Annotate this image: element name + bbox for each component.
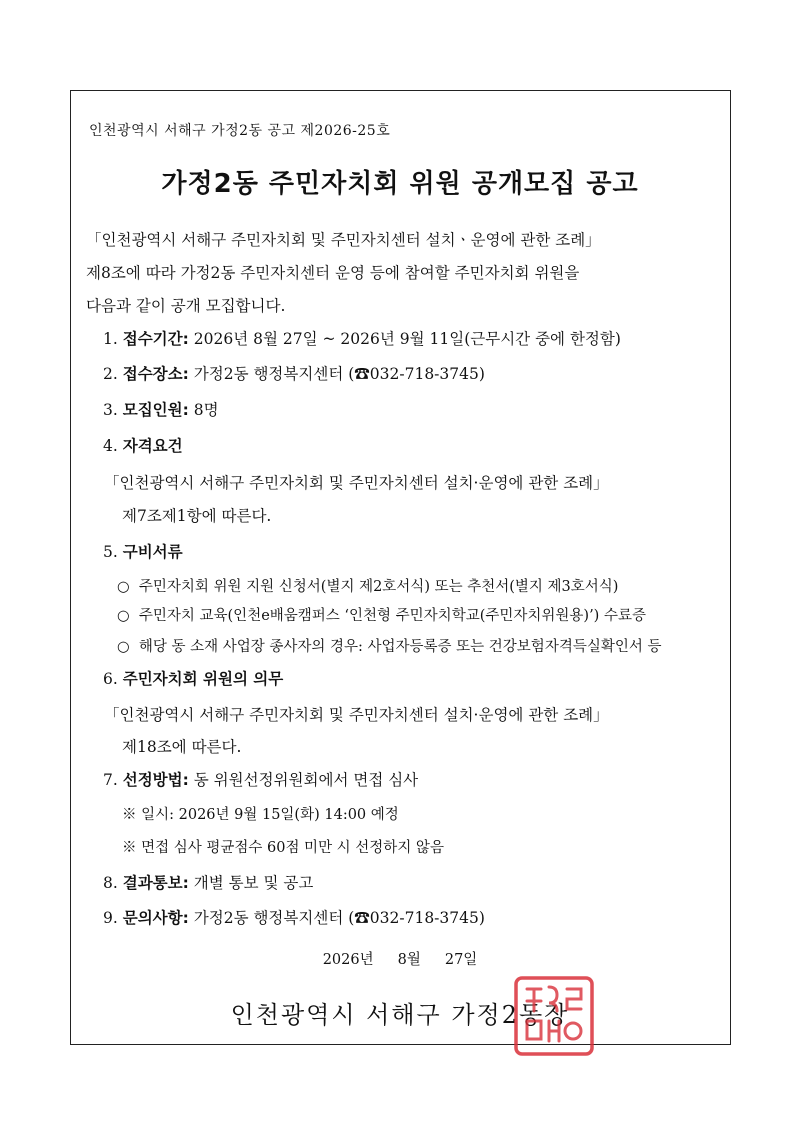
item-label: 주민자치회 위원의 의무 [122,670,284,688]
item-qualification [103,434,183,456]
bullet-text: 해당 동 소재 사업장 종사자의 경우: 사업자등록증 또는 건강보험자격득실확인서 등 [138,639,662,655]
notice-number: 인천광역시 서해구 가정2동 공고 제2026-25호 [89,123,391,139]
item-text: 가정2동 행정복지센터 (☎032-718-3745) [188,365,485,383]
qualification-line-2: 제7조제1항에 따른다. [122,507,272,525]
duties-line-1: 「인천광역시 서해구 주민자치회 및 주민자치센터 설치·운영에 관한 조례」 [104,706,609,724]
item-label: 문의사항: [122,909,189,927]
item-number: 6. [103,670,118,688]
item-label: 선정방법: [122,771,189,789]
circle-bullet-icon: ○ [117,608,130,624]
issue-date [0,948,800,969]
item-number: 7. [103,771,118,789]
item-label: 접수기간: [122,330,189,348]
bullet-text: 주민자치 교육(인천e배움캠퍼스 ‘인천형 주민자치학교(주민자치위원용)’) 수료증 [138,608,646,624]
item-selection [103,768,418,790]
item-text: 동 위원선정위원회에서 면접 심사 [188,771,419,789]
document-bullet-1 [117,575,618,596]
date-month: 8월 [397,952,421,968]
document-bullet-2 [117,604,646,625]
item-headcount [103,398,219,420]
item-result [103,871,313,893]
item-period [103,327,621,349]
item-number: 9. [103,909,118,927]
qualification-line-1: 「인천광역시 서해구 주민자치회 및 주민자치센터 설치·운영에 관한 조례」 [104,474,609,492]
intro-line-2: 제8조에 따라 가정2동 주민자치센터 운영 등에 참여할 주민자치회 위원을 [86,264,580,282]
item-text: 가정2동 행정복지센터 (☎032-718-3745) [188,909,485,927]
page-title: 가정2동 주민자치회 위원 공개모집 공고 [161,169,639,199]
selection-note-1: ※ 일시: 2026년 9월 15일(화) 14:00 예정 [122,807,399,823]
item-number: 5. [103,543,118,561]
circle-bullet-icon: ○ [117,639,130,655]
item-label: 결과통보: [122,874,189,892]
item-number: 1. [103,330,118,348]
item-place [103,362,485,384]
circle-bullet-icon: ○ [117,579,130,595]
bullet-text: 주민자치회 위원 지원 신청서(별지 제2호서식) 또는 추천서(별지 제3호서식) [138,579,619,595]
item-label: 구비서류 [122,543,183,561]
item-label: 자격요건 [122,437,183,455]
official-seal-icon [513,975,595,1057]
item-number: 3. [103,401,118,419]
item-number: 8. [103,874,118,892]
item-duties [103,667,283,689]
signature-line: 인천광역시 서해구 가정2동장 [230,1001,570,1029]
item-number: 2. [103,365,118,383]
intro-line-3: 다음과 같이 공개 모집합니다. [86,297,286,315]
document-bullet-3 [117,635,661,656]
duties-line-2: 제18조에 따른다. [122,738,242,756]
item-text: 2026년 8월 27일 ~ 2026년 9월 11일(근무시간 중에 한정함) [188,330,621,348]
item-label: 접수장소: [122,365,189,383]
item-documents [103,540,183,562]
item-number: 4. [103,437,118,455]
intro-line-1: 「인천광역시 서해구 주민자치회 및 주민자치센터 설치ㆍ운영에 관한 조례」 [86,231,601,249]
item-text: 8명 [188,401,219,419]
date-year: 2026년 [322,952,374,968]
date-day: 27일 [444,952,478,968]
item-inquiry [103,906,485,928]
item-text: 개별 통보 및 공고 [188,874,314,892]
item-label: 모집인원: [122,401,189,419]
selection-note-2: ※ 면접 심사 평균점수 60점 미만 시 선정하지 않음 [122,840,444,856]
